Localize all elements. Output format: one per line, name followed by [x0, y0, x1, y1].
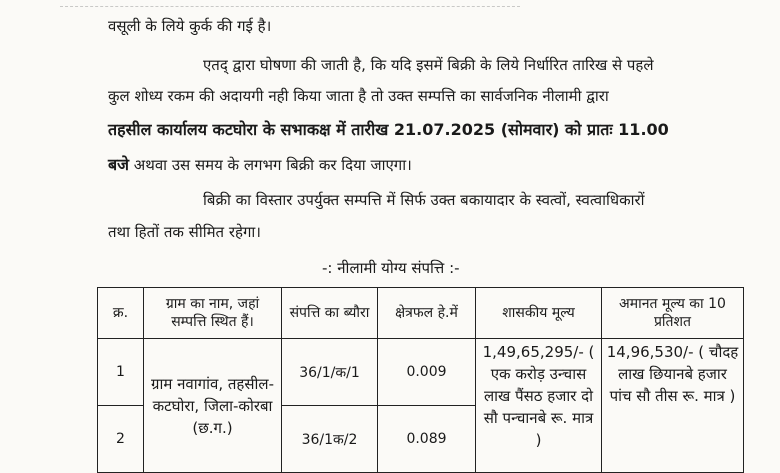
row-1-area: 0.009 — [378, 339, 476, 406]
notice-para1-line3: तहसील कार्यालय कटघोरा के सभाकक्ष में तारीख 21.07.2025 (सोमवार) को प्रातः 11.00 — [108, 120, 669, 139]
notice-para2-line1: बिक्री का विस्तार उपर्युक्त सम्पत्ति में सिर्फ उक्त बकायादार के स्वत्वों, स्वत्वाधिकारों — [203, 191, 645, 209]
deposit-value-cell: 14,96,530/- ( चौदह लाख छियानबे हजार पांच सौ तीस रू. मात्र ) — [602, 339, 744, 473]
header-detail: संपत्ति का ब्यौरा — [282, 288, 378, 339]
notice-para1-line4-bold: बजे — [108, 155, 130, 174]
notice-para2-line2: तथा हितों तक सीमित रहेगा। — [108, 223, 261, 241]
header-area: क्षेत्रफल हे.में — [378, 288, 476, 339]
notice-para1-line4: अथवा उस समय के लगभग बिक्री कर दिया जाएगा। — [133, 156, 412, 174]
row-1-no: 1 — [98, 339, 144, 406]
row-2-area: 0.089 — [378, 406, 476, 473]
table-row — [98, 339, 744, 406]
header-no: क्र. — [98, 288, 144, 339]
notice-line-top: वसूली के लिये कुर्क की गई है। — [108, 17, 272, 35]
auction-property-table — [97, 287, 744, 473]
notice-para1-line2: कुल शोध्य रकम की अदायगी नही किया जाता है तो उक्त सम्पत्ति का सार्वजनिक नीलामी द्वारा — [108, 87, 609, 105]
table-header-row — [98, 288, 744, 339]
row-2-detail: 36/1क/2 — [282, 406, 378, 473]
header-village: ग्राम का नाम, जहां सम्पत्ति स्थित हैं। — [144, 288, 282, 339]
header-govt-value: शासकीय मूल्य — [476, 288, 602, 339]
row-2-no: 2 — [98, 406, 144, 473]
scan-edge — [60, 0, 520, 7]
notice-para1-line1: एतद् द्वारा घोषणा की जाती है, कि यदि इसमें बिक्री के लिये निर्धारित तारिख से पहले — [203, 56, 654, 74]
govt-value-cell: 1,49,65,295/- ( एक करोड़ उन्चास लाख पैंसठ हजार दो सौ पन्चानबे रू. मात्र ) — [476, 339, 602, 473]
table-heading: -: नीलामी योग्य संपत्ति :- — [322, 259, 460, 277]
village-cell: ग्राम नवागांव, तहसील- कटघोरा, जिला-कोरबा (छ.ग.) — [144, 339, 282, 473]
row-1-detail: 36/1/क/1 — [282, 339, 378, 406]
header-deposit: अमानत मूल्य का 10 प्रतिशत — [602, 288, 744, 339]
